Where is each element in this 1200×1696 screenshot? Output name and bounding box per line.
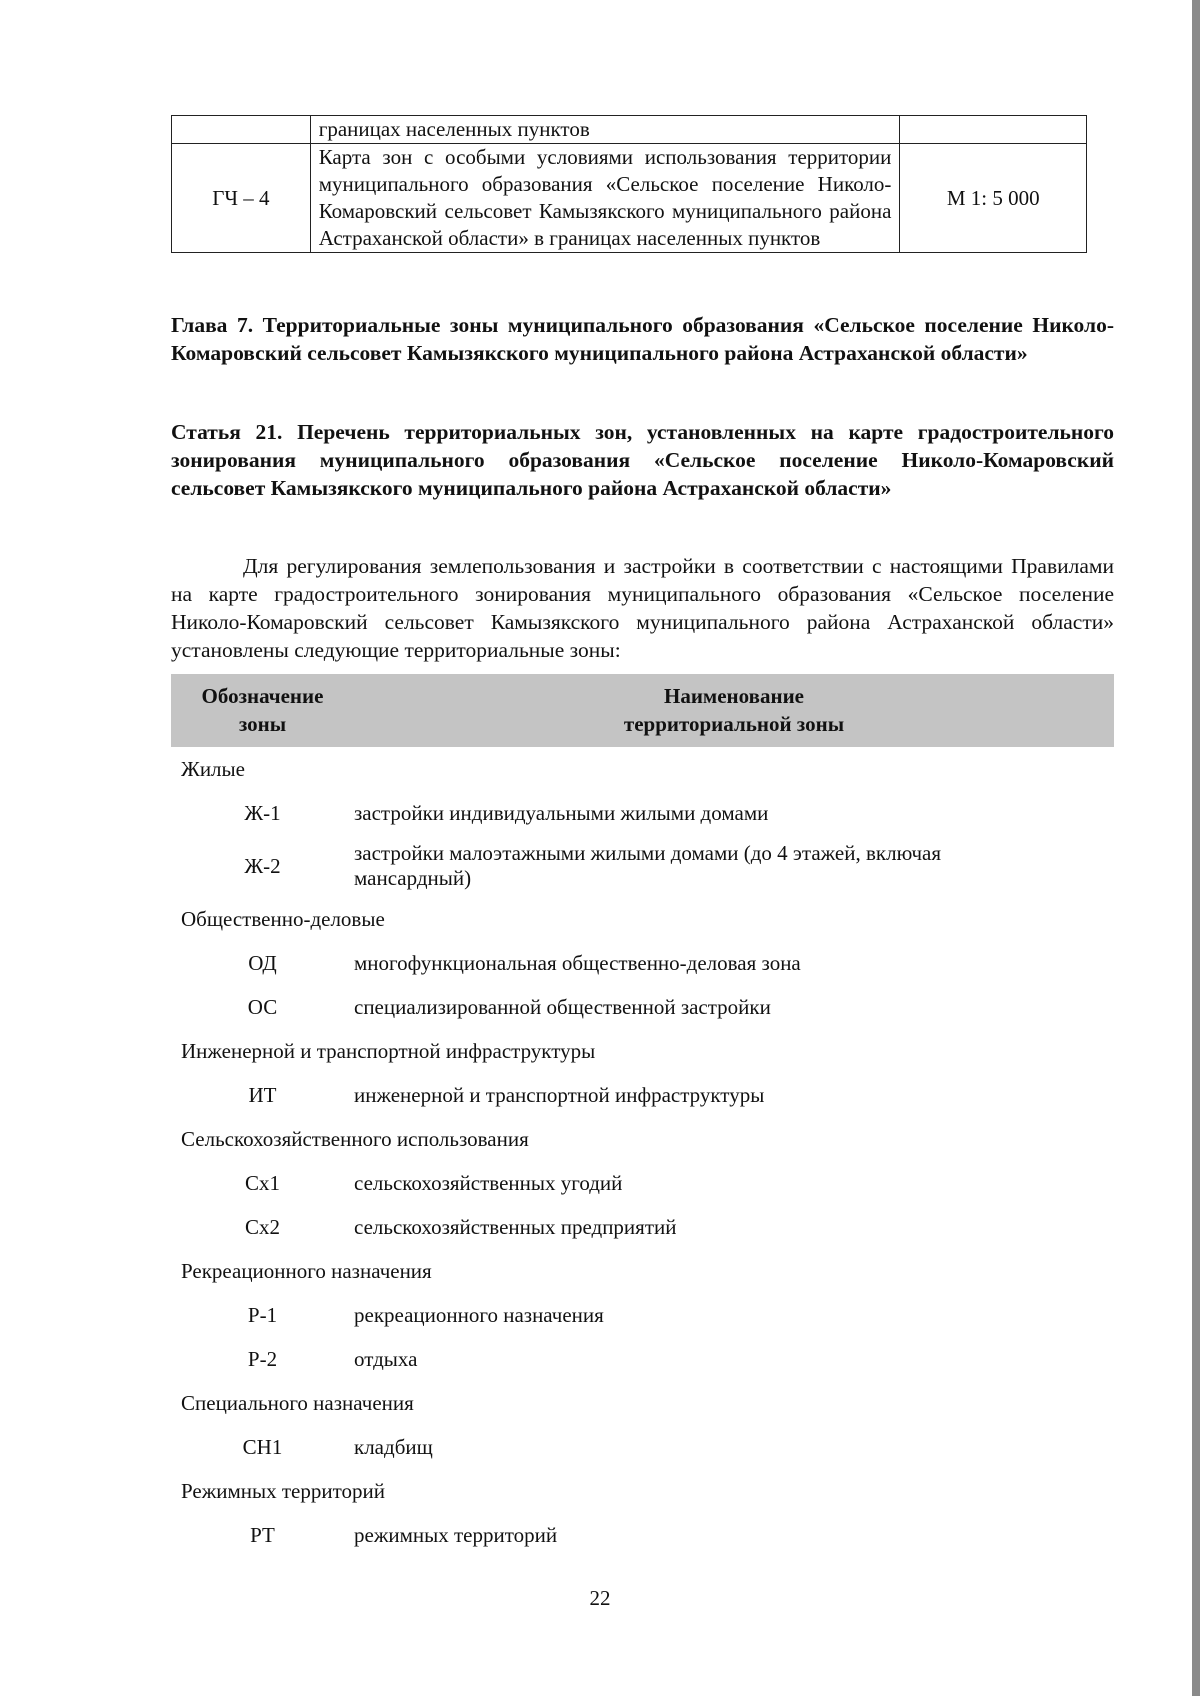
zone-row (171, 1293, 1114, 1337)
page-edge-shadow (1192, 0, 1200, 1696)
zone-row (171, 1161, 1114, 1205)
zone-name: застройки индивидуальными жилыми домами (354, 800, 769, 825)
zone-group-label: Рекреационного назначения (181, 1259, 432, 1283)
zone-name: сельскохозяйственных предприятий (354, 1214, 677, 1239)
zone-group-label: Сельскохозяйственного использования (181, 1127, 529, 1151)
zone-name-column-header (354, 682, 1114, 738)
zone-group-label: Жилые (181, 757, 245, 781)
zone-row (171, 1425, 1114, 1469)
header-line: Наименование (664, 684, 804, 708)
chapter-heading: Глава 7. Территориальные зоны муниципального образования «Сельское поселение Николо-Комаровский сельсовет Камызякского муниципального района Астраханской области» (171, 313, 1114, 365)
zone-name: режимных территорий (354, 1522, 558, 1547)
zone-code: Ж-1 (244, 800, 281, 825)
zone-row (171, 1205, 1114, 1249)
zone-row (171, 1073, 1114, 1117)
zone-code: Р-1 (247, 1302, 278, 1327)
table-row (172, 144, 1087, 253)
zone-row (171, 1513, 1114, 1557)
zone-code: СН1 (242, 1434, 283, 1459)
zone-name: специализированной общественной застройки (354, 994, 771, 1019)
zone-code: ИТ (248, 1082, 277, 1107)
intro-paragraph: Для регулирования землепользования и застройки в соответствии с настоящими Правилами на карте градостроительного зонирования муниципального образования «Сельское поселение Николо-Комаровский сельсовет Камызякского муниципального района Астраханской области» установлены следующие территориальные зоны: (171, 554, 1114, 662)
map-code-cell (172, 116, 311, 144)
map-scale-cell: М 1: 5 000 (900, 144, 1087, 253)
zone-code: Сх1 (244, 1170, 280, 1195)
article-heading: Статья 21. Перечень территориальных зон, установленных на карте градостроительного зонирования муниципального образования «Сельское поселение Николо-Комаровский сельсовет Камызякского муниципального района Астраханской области» (171, 420, 1114, 500)
zone-name: кладбищ (354, 1434, 433, 1459)
zone-code: Сх2 (244, 1214, 280, 1239)
header-line: Обозначение (201, 684, 324, 708)
zone-code-column-header (171, 682, 354, 738)
zone-code: Р-2 (247, 1346, 278, 1371)
zone-name: многофункциональная общественно-деловая зона (354, 950, 801, 975)
page-number: 22 (589, 1586, 611, 1610)
header-line: зоны (238, 712, 287, 736)
zone-group-label: Специального назначения (181, 1391, 414, 1415)
map-code-cell: ГЧ – 4 (172, 144, 311, 253)
zone-code: ОС (247, 994, 278, 1019)
map-description-cell: границах населенных пунктов (310, 116, 900, 144)
zones-table-body (171, 747, 1114, 1557)
zone-row (171, 791, 1114, 835)
zone-code: ОД (248, 950, 277, 975)
zone-name: рекреационного назначения (354, 1302, 604, 1327)
map-scale-cell (900, 116, 1087, 144)
zone-group-label: Общественно-деловые (181, 907, 385, 931)
zone-group-label: Инженерной и транспортной инфраструктуры (181, 1039, 596, 1063)
zone-group-label: Режимных территорий (181, 1479, 385, 1503)
maps-list-table (171, 115, 1087, 253)
zone-name: застройки малоэтажными жилыми домами (до 4 этажей, включая мансардный) (354, 841, 941, 890)
zone-row (171, 1337, 1114, 1381)
zone-name: сельскохозяйственных угодий (354, 1170, 623, 1195)
zone-code: Ж-2 (244, 853, 281, 878)
zone-name: инженерной и транспортной инфраструктуры (354, 1082, 765, 1107)
zone-row (171, 985, 1114, 1029)
zone-code: РТ (250, 1522, 275, 1547)
zone-name: отдыха (354, 1346, 418, 1371)
zones-table-header (171, 674, 1114, 747)
zone-row (171, 941, 1114, 985)
map-description-cell: Карта зон с особыми условиями использования территории муниципального образования «Сельское поселение Николо-Комаровский сельсовет Камызякского муниципального района Астраханской области» в границах населенных пунктов (310, 144, 900, 253)
zone-row (171, 835, 1114, 897)
header-line: территориальной зоны (623, 712, 845, 736)
table-row (172, 116, 1087, 144)
